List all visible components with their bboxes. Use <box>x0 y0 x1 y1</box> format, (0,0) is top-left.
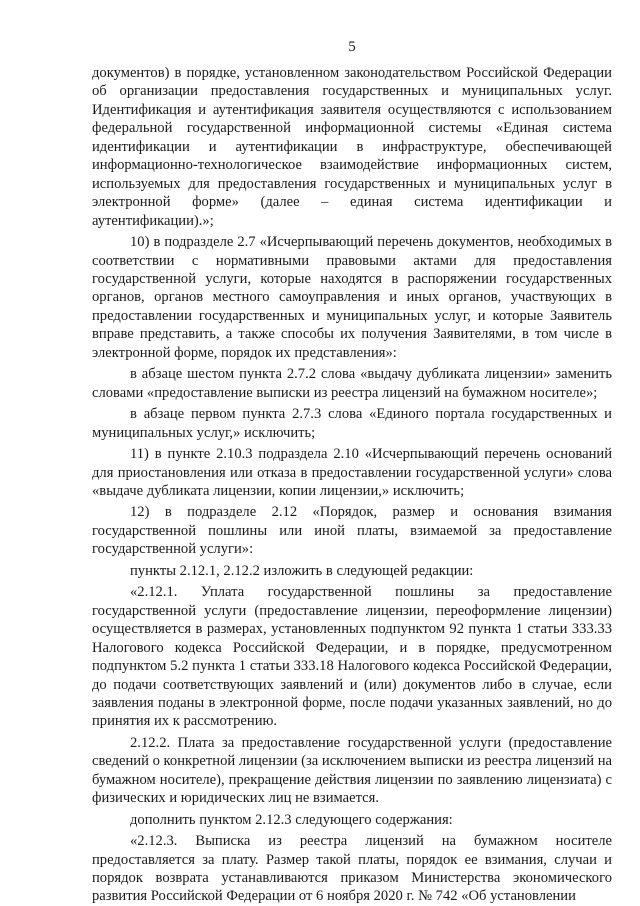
paragraph-1: документов) в порядке, установленном законодательством Российской Федерации об организации предоставления государственных и муниципальных услуг. Идентификация и аутентификация заявителя осуществляются с использованием федеральной государственной информационной системы «Единая система идентификации и аутентификации в инфраструктуре, обеспечивающей информационно-технологическое взаимодействие информационных систем, используемых для предоставления государственных и муниципальных услуг в электронной форме» (далее – единая система идентификации и аутентификации).»; <box>92 65 612 229</box>
paragraph-5: 11) в пункте 2.10.3 подраздела 2.10 «Исчерпывающий перечень оснований для приостановления или отказа в предоставлении государственной услуги» слова «выдаче дубликата лицензии, копии лицензии,» исключить; <box>92 446 612 499</box>
paragraph-2: 10) в подразделе 2.7 «Исчерпывающий перечень документов, необходимых в соответствии с нормативными правовыми актами для предоставления государственной услуги, которые находятся в распоряжении государственных органов, органов местного самоуправления и иных органов, участвующих в предоставлении государственных и муниципальных услуг, и которые Заявитель вправе представить, а также способы их получения Заявителями, в том числе в электронной форме, порядок их представления»: <box>92 234 612 361</box>
paragraph-6: 12) в подразделе 2.12 «Порядок, размер и основания взимания государственной пошлины или иной платы, взимаемой за предоставление государственной услуги»: <box>92 504 612 558</box>
document-page <box>92 38 612 906</box>
paragraph-11: «2.12.3. Выписка из реестра лицензий на бумажном носителе предоставляется за плату. Размер такой платы, порядок ее взимания, случаи и порядок возврата устанавливаются приказом Министерства экономического развития Российской Федерации от 6 ноября 2020 г. № 742 «Об установлении <box>92 833 612 905</box>
paragraph-3: в абзаце шестом пункта 2.7.2 слова «выдачу дубликата лицензии» заменить словами «предоставление выписки из реестра лицензий на бумажном носителе»; <box>92 366 612 401</box>
page-number: 5 <box>348 39 356 55</box>
paragraph-9: 2.12.2. Плата за предоставление государственной услуги (предоставление сведений о конкретной лицензии (за исключением выписки из реестра лицензий на бумажном носителе), прекращение действия лицензии по заявлению лицензиата) с физических и юридических лиц не взимается. <box>92 734 612 807</box>
paragraph-4: в абзаце первом пункта 2.7.3 слова «Единого портала государственных и муниципальных услуг,» исключить; <box>92 406 612 441</box>
paragraph-8: «2.12.1. Уплата государственной пошлины за предоставление государственной услуги (предоставление лицензии, переоформление лицензии) осуществляется в размерах, установленных подпунктом 92 пункта 1 статьи 333.33 Налогового кодекса Российской Федерации, и в порядке, предусмотренном подпунктом 5.2 пункта 1 статьи 333.18 Налогового кодекса Российской Федерации, до подачи соответствующих заявлений и (или) документов либо в случае, если заявления поданы в электронной форме, после подачи указанных заявлений, но до принятия их к рассмотрению. <box>92 584 612 730</box>
paragraph-7: пункты 2.12.1, 2.12.2 изложить в следующей редакции: <box>130 562 474 579</box>
paragraph-10: дополнить пунктом 2.12.3 следующего содержания: <box>130 811 453 828</box>
